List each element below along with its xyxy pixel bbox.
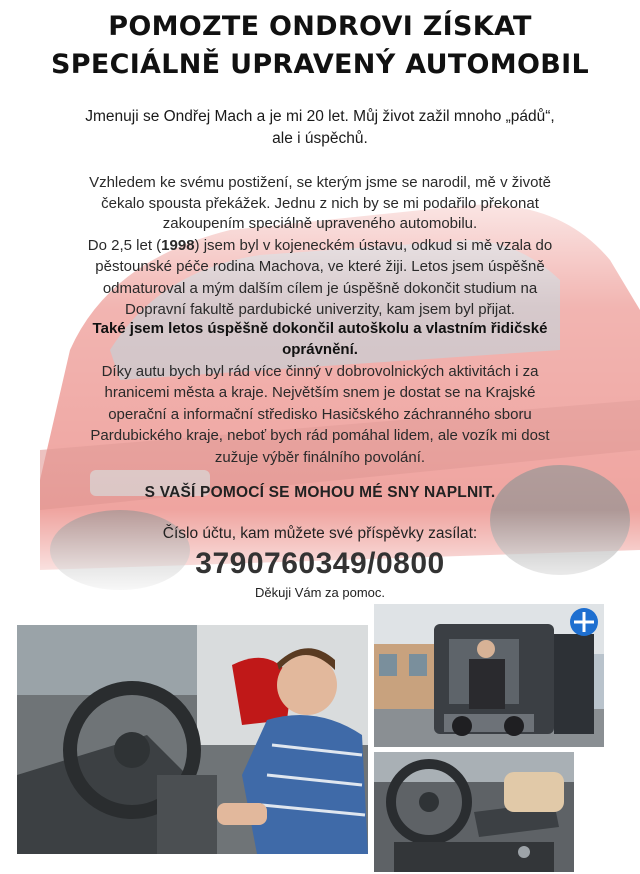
paragraph-line: odmaturoval a mým dalším cílem je úspěšně dokončit studium na [102,279,538,297]
paragraph-line: zakoupením speciálně upraveného automobilu. [162,215,478,232]
year-highlight: 1998 [161,237,195,254]
photo-hand-controls [374,752,574,872]
intro-line-2: ale i úspěchů. [272,130,368,147]
thanks-note: Děkuji Vám za pomoc. [254,585,386,600]
paragraph-line: hranicemi města a kraje. Největším snem je dostat se na Krajské [104,384,536,402]
title-line-2: SPECIÁLNĚ UPRAVENÝ AUTOMOBIL [51,49,589,80]
highlight-line: Také jsem letos úspěšně dokončil autoškolu a vlastním řidičské [92,320,548,337]
intro-paragraph [20,106,620,150]
call-to-action: S VAŠÍ POMOCÍ SE MOHOU MÉ SNY NAPLNIT. [144,484,496,501]
paragraph-line: operační a informační středisko Hasičského záchranného sboru [108,405,532,423]
photo-wheelchair-van [374,604,604,747]
text-segment: Do 2,5 let ( [87,237,162,254]
paragraph-line: Díky autu bych byl rád více činný v dobrovolnických aktivitách i za [101,363,539,380]
photo-driver-at-wheel [17,625,368,854]
account-number: 3790760349/0800 [195,547,445,580]
paragraph-dreams [20,361,620,468]
page-title [0,8,640,84]
paragraph-obstacles [20,173,620,235]
paragraph-biography [20,235,620,320]
paragraph-line: Pardubického kraje, neboť bych rád pomáhal lidem, ale vozík mi dost [90,427,550,445]
paragraph-line: čekalo spousta překážek. Jednu z nich by se mi podařilo překonat [101,194,539,212]
highlight-line: oprávnění. [282,340,358,358]
paragraph-line: zužuje výběr finálního povolání. [214,448,426,466]
paragraph-line: Vzhledem ke svému postižení, se kterým jsme se narodil, mě v životě [89,174,551,191]
title-line-1: POMOZTE ONDROVI ZÍSKAT [108,11,532,42]
paragraph-line: Dopravní fakultě pardubické univerzity, kam jsem byl přijat. [125,300,515,318]
account-label: Číslo účtu, kam můžete své příspěvky zasílat: [162,525,478,542]
text-segment: ) jsem byl v kojeneckém ústavu, odkud si mě vzala do [194,237,553,254]
paragraph-line [20,235,620,256]
intro-line-1: Jmenuji se Ondřej Mach a je mi 20 let. Můj život zažil mnoho „pádů“, [85,108,555,125]
paragraph-line: pěstounské péče rodina Machova, ve které žiji. Letos jsem úspěšně [95,258,545,276]
driving-license-highlight [40,319,600,360]
